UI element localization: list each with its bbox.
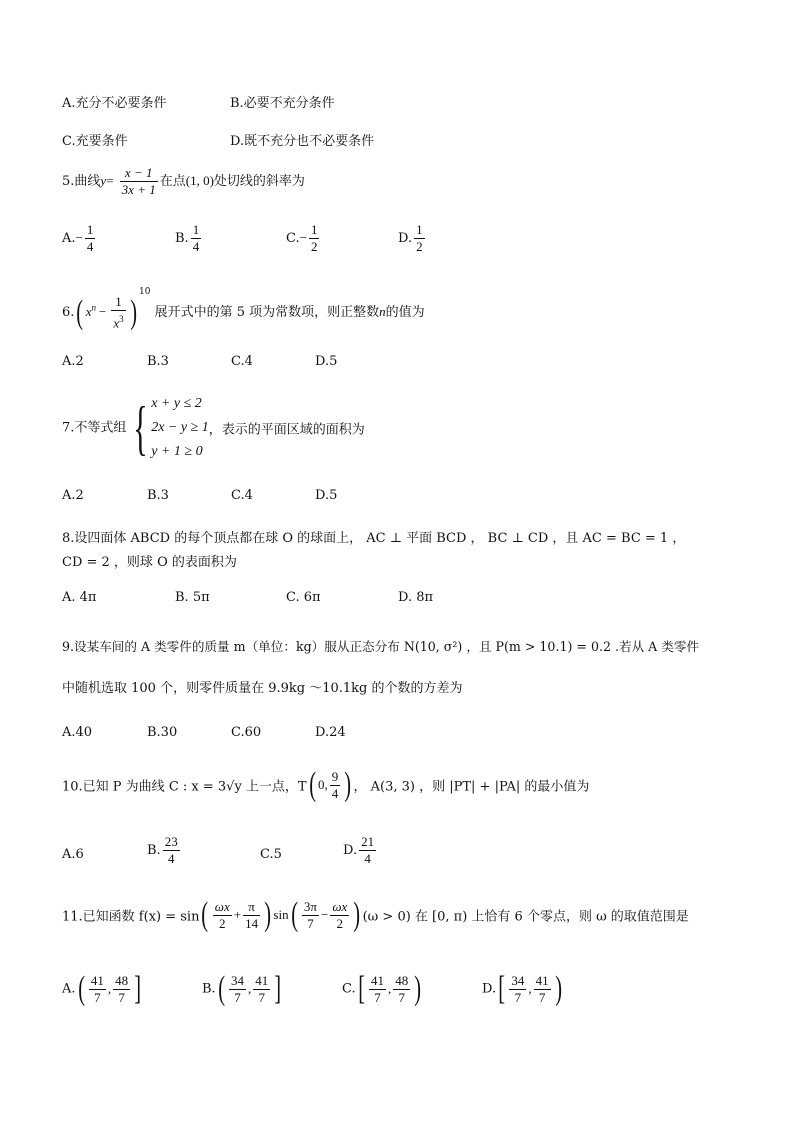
q11-a-hi: 48 (115, 972, 129, 988)
q7-option-a: A.2 (62, 488, 84, 503)
question-10 (62, 768, 589, 802)
q10-d-num: 21 (361, 834, 375, 849)
q10-b-den: 4 (167, 851, 175, 866)
q10-pre: 10.已知 P 为曲线 C : x = 3√y 上一点，T (62, 779, 307, 795)
q6-frac-den: x (113, 315, 120, 331)
q5-a-num: 1 (86, 222, 94, 237)
q11-d-hi: 41 (535, 972, 549, 988)
q11-d-lo-den: 7 (514, 989, 522, 1005)
q6-n-exp: n (91, 302, 97, 313)
q5-point: (1, 0) (185, 173, 214, 188)
q6-tail: 展开式中的第 5 项为常数项，则正整数 (154, 305, 380, 320)
q6-paren-left: ( (76, 293, 84, 331)
q10-t-x: 0, (317, 777, 328, 792)
q11-plus: + (233, 907, 242, 922)
question-6 (62, 287, 425, 331)
q10-paren-right: ) (344, 766, 352, 803)
q8-option-b: B. 5π (175, 590, 210, 605)
q10-d-label: D. (343, 843, 358, 858)
q4-option-d: D.既不充分也不必要条件 (230, 134, 375, 149)
q9-option-c: C.60 (231, 725, 262, 740)
q6-power: 10 (138, 287, 151, 297)
q6-den-exp: 3 (119, 313, 124, 324)
q11-c-den: 7 (307, 915, 314, 931)
q6-option-d: D.5 (315, 354, 338, 369)
q10-t-num: 9 (331, 768, 339, 784)
q7-system (151, 392, 209, 464)
q6-option-b: B.3 (147, 354, 169, 369)
q11-pre: 11.已知函数 f(x) = sin (62, 909, 200, 925)
q11-c-lo-den: 7 (374, 989, 381, 1005)
q9-option-b: B.30 (147, 725, 178, 740)
q5-frac-den: 3x + 1 (121, 182, 156, 197)
q11-d-hi-den: 7 (538, 989, 546, 1005)
q11-b-left: ( (217, 970, 225, 1007)
q11-e-num: ωx (332, 898, 348, 914)
q11-paren-2r: ) (353, 896, 361, 933)
q11-c-hi-den: 7 (398, 989, 405, 1005)
q11-option-c: C.[ $\frac{41}{7}$ , $\frac{48}{7}$ ) (342, 970, 422, 1007)
q11-option-a: A.( $\frac{41}{7}$ , $\frac{48}{7}$ ] (62, 970, 142, 1007)
q11-c-num: 3π (303, 898, 317, 914)
q11-b-label: B. (202, 981, 216, 997)
q7-option-b: B.3 (147, 488, 169, 503)
q11-b-den: 14 (245, 915, 259, 931)
q11-b-hi-den: 7 (258, 989, 266, 1005)
q5-option-b (175, 222, 203, 255)
q11-d-right: ) (554, 970, 562, 1007)
q10-option-c: C.5 (260, 847, 282, 862)
q4-option-b: B.必要不充分条件 (230, 96, 335, 111)
q5-frac-num: x − 1 (120, 165, 158, 182)
q5-b-den: 4 (192, 239, 200, 254)
q11-c-label: C. (342, 981, 356, 997)
q11-a-lo-den: 7 (94, 989, 101, 1005)
q10-b-num: 23 (164, 834, 178, 849)
q6-n: n (379, 304, 386, 319)
q4-option-c: C.充要条件 (62, 134, 128, 149)
q5-fraction (120, 165, 158, 198)
q11-c-left: [ (357, 970, 365, 1007)
q7-option-c: C.4 (231, 488, 253, 503)
q8-line-1: 8.设四面体 ABCD 的每个顶点都在球 O 的球面上， AC ⊥ 平面 BCD ， BC ⊥ CD ，且 AC = BC = 1 ， (62, 531, 686, 546)
q6-paren-right: ) (129, 293, 137, 331)
q6-frac-num: 1 (111, 294, 125, 311)
q11-a-right: ] (134, 970, 142, 1007)
q5-b-num: 1 (192, 222, 200, 237)
q5-d-label: D. (398, 231, 413, 246)
q10-b-label: B. (147, 843, 161, 858)
q11-a-lo: 41 (90, 972, 104, 988)
q10-post: ， A(3, 3) ，则 |PT| + |PA| 的最小值为 (353, 779, 590, 795)
q11-e-den: 2 (336, 915, 344, 931)
q5-a-den: 4 (86, 239, 94, 254)
q6-tail2: 的值为 (385, 305, 425, 320)
question-11 (62, 898, 689, 932)
q11-c-lo: 41 (370, 972, 384, 988)
q5-mid: 在点 (159, 174, 186, 189)
q8-option-d: D. 8π (398, 590, 434, 605)
q8-option-c: C. 6π (286, 590, 321, 605)
q5-eq: = (106, 173, 114, 188)
q11-b-lo-den: 7 (234, 989, 241, 1005)
q7-brace: { (133, 395, 149, 461)
q7-ineq-3: y + 1 ≥ 0 (151, 444, 203, 459)
q6-option-c: C.4 (231, 354, 253, 369)
q11-paren-1l: ( (201, 896, 209, 933)
q11-option-b: B.( $\frac{34}{7}$ , $\frac{41}{7}$ ] (202, 970, 282, 1007)
q11-sin: sin (273, 907, 289, 922)
q8-line-2: CD = 2 ，则球 O 的表面积为 (62, 555, 237, 570)
q6-minus: − (99, 304, 107, 319)
q7-ineq-2: 2x − y ≥ 1 (151, 420, 209, 435)
q9-line-1: 9.设某车间的 A 类零件的质量 m（单位：kg）服从正态分布 N(10, σ²) ，且 P(m > 10.1) = 0.2 .若从 A 类零件 (62, 639, 700, 654)
q11-a-left: ( (77, 970, 85, 1007)
q10-t-den: 4 (331, 785, 339, 801)
q5-a-sign: − (75, 230, 83, 245)
q5-d-den: 2 (416, 239, 423, 254)
q5-d-num: 1 (416, 222, 423, 237)
q11-b-lo: 34 (231, 972, 245, 988)
q11-d-lo: 34 (511, 972, 525, 988)
q11-d-left: [ (498, 970, 506, 1007)
q10-option-d (343, 834, 378, 867)
q11-d-label: D. (482, 981, 497, 997)
q5-c-den: 2 (310, 239, 318, 254)
q5-number: 5.曲线 (62, 174, 101, 189)
q5-a-label: A. (62, 231, 76, 246)
q5-c-label: C. (286, 231, 300, 246)
q6-x: x (85, 304, 92, 319)
q11-option-d: D.[ $\frac{34}{7}$ , $\frac{41}{7}$ ) (482, 970, 562, 1007)
q7-ineq-1: x + y ≤ 2 (151, 396, 202, 411)
q11-c-right: ) (414, 970, 422, 1007)
question-5 (62, 165, 305, 198)
q11-c-hi: 48 (395, 972, 409, 988)
q9-option-a: A.40 (62, 725, 93, 740)
q9-line-2: 中随机选取 100 个，则零件质量在 9.9kg ～10.1kg 的个数的方差为 (62, 681, 463, 696)
q4-option-a: A.充分不必要条件 (62, 96, 167, 111)
q5-option-c (286, 222, 321, 255)
q10-d-den: 4 (364, 851, 371, 866)
q10-option-a: A.6 (62, 847, 84, 862)
q7-tail: ，表示的平面区域的面积为 (208, 422, 365, 438)
q11-a-hi-den: 7 (118, 989, 125, 1005)
q8-option-a: A. 4π (62, 590, 97, 605)
q6-option-a: A.2 (62, 354, 84, 369)
q11-a-den: 2 (219, 915, 226, 931)
q5-c-num: 1 (310, 222, 318, 237)
q7-number: 7.不等式组 (62, 420, 127, 436)
q7-option-d: D.5 (315, 488, 338, 503)
q5-c-sign: − (299, 230, 307, 245)
q11-minus: − (320, 907, 329, 922)
q10-option-b (147, 834, 182, 867)
q11-b-hi: 41 (255, 972, 269, 988)
q11-paren-2l: ( (290, 896, 298, 933)
q11-cond: (ω > 0) 在 [0, π) 上恰有 6 个零点，则 ω 的取值范围是 (362, 909, 689, 925)
q5-tail: 处切线的斜率为 (213, 174, 305, 189)
q11-a-label: A. (62, 981, 76, 997)
q11-b-right: ] (274, 970, 282, 1007)
q6-number: 6. (62, 305, 75, 320)
q5-var: y (100, 173, 107, 188)
q11-paren-1r: ) (264, 896, 272, 933)
q10-paren-left: ( (308, 766, 316, 803)
q11-a-num: ωx (214, 898, 230, 914)
q5-option-d (398, 222, 427, 255)
question-7 (62, 392, 365, 464)
q5-option-a (62, 222, 97, 255)
q9-option-d: D.24 (315, 725, 346, 740)
q5-b-label: B. (175, 231, 189, 246)
q11-b-num: π (243, 899, 260, 916)
